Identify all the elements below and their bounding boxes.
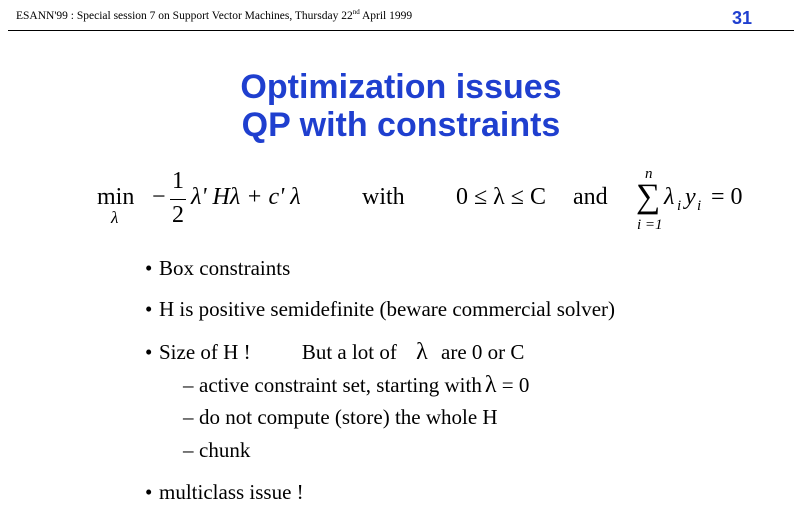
formula-frac-den: 2 bbox=[172, 202, 184, 228]
dash-marker: – bbox=[183, 373, 194, 397]
bullet-text: Box constraints bbox=[159, 256, 291, 280]
list-item bbox=[145, 480, 304, 505]
bullet-dot: • bbox=[145, 340, 153, 364]
list-item bbox=[145, 297, 615, 322]
formula-frac-bar bbox=[170, 199, 186, 200]
formula-objective: λ' Hλ + c' λ bbox=[191, 184, 301, 210]
formula-sum-equals: = 0 bbox=[711, 184, 743, 210]
formula-min-sub: λ bbox=[111, 208, 119, 227]
slide-header bbox=[16, 8, 412, 22]
lambda-symbol: λ bbox=[416, 339, 428, 365]
header-divider bbox=[8, 30, 794, 31]
header-sup: nd bbox=[352, 8, 360, 16]
formula-box-constraint: 0 ≤ λ ≤ C bbox=[456, 184, 546, 210]
sub-bullet-text: chunk bbox=[199, 438, 251, 462]
formula-and: and bbox=[573, 184, 608, 210]
dash-marker: – bbox=[183, 405, 194, 429]
list-item bbox=[145, 256, 290, 281]
list-item bbox=[183, 438, 250, 463]
bullet-dot: • bbox=[145, 297, 153, 321]
list-item bbox=[183, 372, 529, 399]
bullet-dot: • bbox=[145, 480, 153, 504]
sub-bullet-text: = 0 bbox=[496, 373, 530, 397]
header-text-main: ESANN'99 : Special session 7 on Support Vector Machines, Thursday 22 bbox=[16, 9, 353, 22]
sub-bullet-text: active constraint set, starting with bbox=[199, 373, 482, 397]
formula-minus: − bbox=[152, 184, 166, 210]
formula-sum-lambda: λ bbox=[664, 184, 675, 210]
formula-sum-lambda-index: i bbox=[677, 198, 682, 214]
list-item bbox=[183, 405, 498, 430]
bullet-text: Size of H ! bbox=[159, 340, 251, 364]
formula-with: with bbox=[362, 184, 405, 210]
title-line-1: Optimization issues bbox=[240, 68, 562, 106]
formula-sum-bottom: i =1 bbox=[637, 217, 663, 233]
slide-title bbox=[0, 68, 800, 144]
header-text-end: April 1999 bbox=[359, 9, 413, 22]
bullet-text: But a lot of bbox=[301, 340, 397, 364]
bullet-text: multiclass issue ! bbox=[159, 480, 304, 504]
formula-sum-y-index: i bbox=[697, 198, 702, 214]
formula-sum-top: n bbox=[645, 166, 653, 182]
list-item bbox=[145, 339, 524, 366]
formula-min: min bbox=[97, 184, 135, 210]
title-line-2: QP with constraints bbox=[241, 106, 561, 144]
formula-sum-y: y bbox=[685, 184, 696, 210]
qp-formula bbox=[0, 160, 800, 240]
bullet-text: are 0 or C bbox=[441, 340, 525, 364]
formula-frac-num: 1 bbox=[172, 168, 184, 194]
bullet-text: H is positive semidefinite (beware commercial solver) bbox=[159, 297, 616, 321]
lambda-symbol: λ bbox=[484, 372, 497, 398]
dash-marker: – bbox=[183, 438, 194, 462]
bullet-dot: • bbox=[145, 256, 153, 280]
formula-sum-sign: ∑ bbox=[636, 178, 661, 215]
sub-bullet-text: do not compute (store) the whole H bbox=[199, 405, 498, 429]
page-number: 31 bbox=[731, 8, 752, 28]
